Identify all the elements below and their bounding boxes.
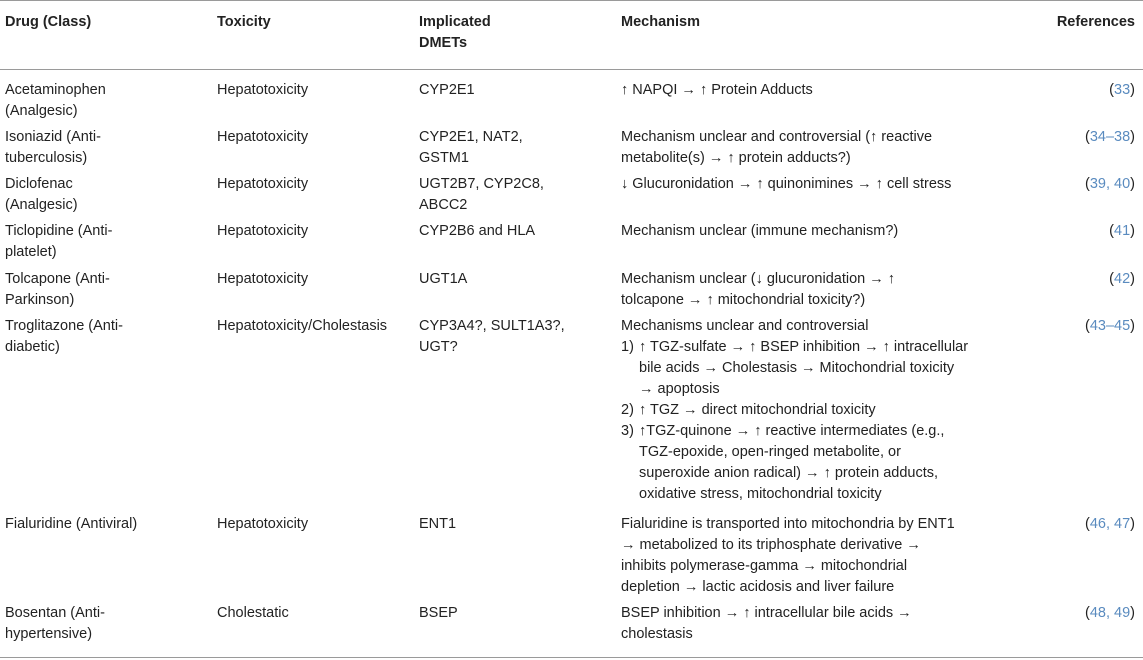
table-header-row: [0, 1, 1143, 70]
item-text: ↑TGZ-quinone → ↑ reactive intermediates (e.g., TGZ-epoxide, open-ringed metabolite, or superoxide anion radical) → ↑ protein adducts, oxidative stress, mitochondrial toxicity: [639, 423, 945, 502]
table-row: [0, 269, 1143, 313]
toxicity-cell: Hepatotoxicity: [217, 176, 309, 192]
mechanism-cell: ↓ Glucuronidation → ↑ quinonimines → ↑ cell stress: [621, 176, 952, 192]
references-cell: [985, 269, 1135, 290]
table-row: [0, 603, 1143, 649]
drug-cell: Fialuridine (Antiviral): [5, 516, 138, 532]
table-row: [0, 316, 1143, 506]
drug-cell: Ticlopidine (Anti-platelet): [5, 223, 113, 260]
ref-paren-close: ): [1130, 223, 1135, 239]
ref-paren-close: ): [1130, 271, 1135, 287]
toxicity-cell: Hepatotoxicity: [217, 516, 309, 532]
dmets-cell: ENT1: [419, 516, 457, 532]
reference-link[interactable]: 34–38: [1089, 129, 1131, 145]
table-row: [0, 221, 1143, 265]
toxicity-cell: Hepatotoxicity/Cholestasis: [217, 318, 388, 334]
reference-link[interactable]: 46, 47: [1089, 516, 1131, 532]
mechanism-cell: [621, 316, 971, 505]
ref-paren-open: (: [1084, 605, 1090, 621]
header-references: References: [1056, 14, 1135, 30]
dmets-cell: CYP2E1, NAT2, GSTM1: [419, 129, 523, 166]
table-row: [0, 127, 1143, 171]
references-cell: [985, 603, 1135, 624]
ref-paren-close: ): [1130, 176, 1135, 192]
drug-cell: Isoniazid (Anti-tuberculosis): [5, 129, 101, 166]
references-cell: [985, 174, 1135, 195]
toxicity-cell: Hepatotoxicity: [217, 223, 309, 239]
ref-paren-open: (: [1084, 318, 1090, 334]
item-text: ↑ TGZ → direct mitochondrial toxicity: [639, 402, 876, 418]
mechanism-cell: BSEP inhibition → ↑ intracellular bile acids → cholestasis: [621, 605, 912, 642]
mechanism-item: [621, 337, 971, 400]
mechanism-cell: Mechanism unclear (↓ glucuronidation → ↑ tolcapone → ↑ mitochondrial toxicity?): [621, 271, 896, 308]
ref-paren-close: ): [1130, 129, 1135, 145]
header-implicated-dmets: Implicated DMETs: [419, 14, 491, 51]
references-cell: [985, 127, 1135, 148]
table-row: [0, 514, 1143, 602]
ref-paren-open: (: [1109, 223, 1115, 239]
header-mechanism: Mechanism: [621, 14, 700, 30]
reference-link[interactable]: 42: [1114, 271, 1131, 287]
toxicity-cell: Cholestatic: [217, 605, 289, 621]
dmets-cell: CYP2B6 and HLA: [419, 223, 536, 239]
ref-paren-open: (: [1084, 516, 1090, 532]
references-cell: [985, 316, 1135, 337]
ref-paren-open: (: [1084, 129, 1090, 145]
mechanism-list: [621, 337, 971, 505]
toxicity-cell: Hepatotoxicity: [217, 129, 309, 145]
mechanism-item: [621, 421, 971, 505]
table-row: [0, 80, 1143, 124]
ref-paren-open: (: [1109, 82, 1115, 98]
header-toxicity: Toxicity: [217, 14, 271, 30]
table-bottom-rule: [0, 657, 1143, 658]
references-cell: [985, 221, 1135, 242]
references-cell: [985, 80, 1135, 101]
drug-cell: Bosentan (Anti-hypertensive): [5, 605, 105, 642]
dmets-cell: BSEP: [419, 605, 458, 621]
item-text: ↑ TGZ-sulfate → ↑ BSEP inhibition → ↑ intracellular bile acids → Cholestasis → Mitochondrial toxicity → apoptosis: [639, 339, 969, 397]
reference-link[interactable]: 43–45: [1089, 318, 1131, 334]
toxicity-cell: Hepatotoxicity: [217, 271, 309, 287]
dmets-cell: UGT1A: [419, 271, 468, 287]
dmets-cell: CYP3A4?, SULT1A3?, UGT?: [419, 318, 565, 355]
dmets-cell: CYP2E1: [419, 82, 475, 98]
reference-link[interactable]: 39, 40: [1089, 176, 1131, 192]
mechanism-cell: Fialuridine is transported into mitochondria by ENT1 → metabolized to its triphosphate derivative → inhibits polymerase-gamma → mitochondrial depletion → lactic acidosis and liver failure: [621, 516, 955, 595]
ref-paren-open: (: [1109, 271, 1115, 287]
reference-link[interactable]: 33: [1114, 82, 1131, 98]
mechanism-intro: Mechanisms unclear and controversial: [621, 318, 869, 334]
mechanism-cell: Mechanism unclear and controversial (↑ reactive metabolite(s) → ↑ protein adducts?): [621, 129, 933, 166]
reference-link[interactable]: 48, 49: [1089, 605, 1131, 621]
ref-paren-open: (: [1084, 176, 1090, 192]
header-drug-class: Drug (Class): [5, 14, 92, 30]
item-number: 2): [621, 402, 634, 418]
drug-cell: Troglitazone (Anti-diabetic): [5, 318, 123, 355]
references-cell: [985, 514, 1135, 535]
ref-paren-close: ): [1130, 516, 1135, 532]
drug-cell: Tolcapone (Anti-Parkinson): [5, 271, 110, 308]
mechanism-cell: ↑ NAPQI → ↑ Protein Adducts: [621, 82, 813, 98]
item-number: 1): [621, 339, 634, 355]
drug-cell: Acetaminophen (Analgesic): [5, 82, 106, 119]
mechanism-item: [621, 400, 971, 421]
reference-link[interactable]: 41: [1114, 223, 1131, 239]
toxicity-cell: Hepatotoxicity: [217, 82, 309, 98]
ref-paren-close: ): [1130, 318, 1135, 334]
item-number: 3): [621, 423, 634, 439]
ref-paren-close: ): [1130, 605, 1135, 621]
ref-paren-close: ): [1130, 82, 1135, 98]
dmets-cell: UGT2B7, CYP2C8, ABCC2: [419, 176, 544, 213]
mechanism-cell: Mechanism unclear (immune mechanism?): [621, 223, 899, 239]
drug-cell: Diclofenac (Analgesic): [5, 176, 78, 213]
table-row: [0, 174, 1143, 218]
